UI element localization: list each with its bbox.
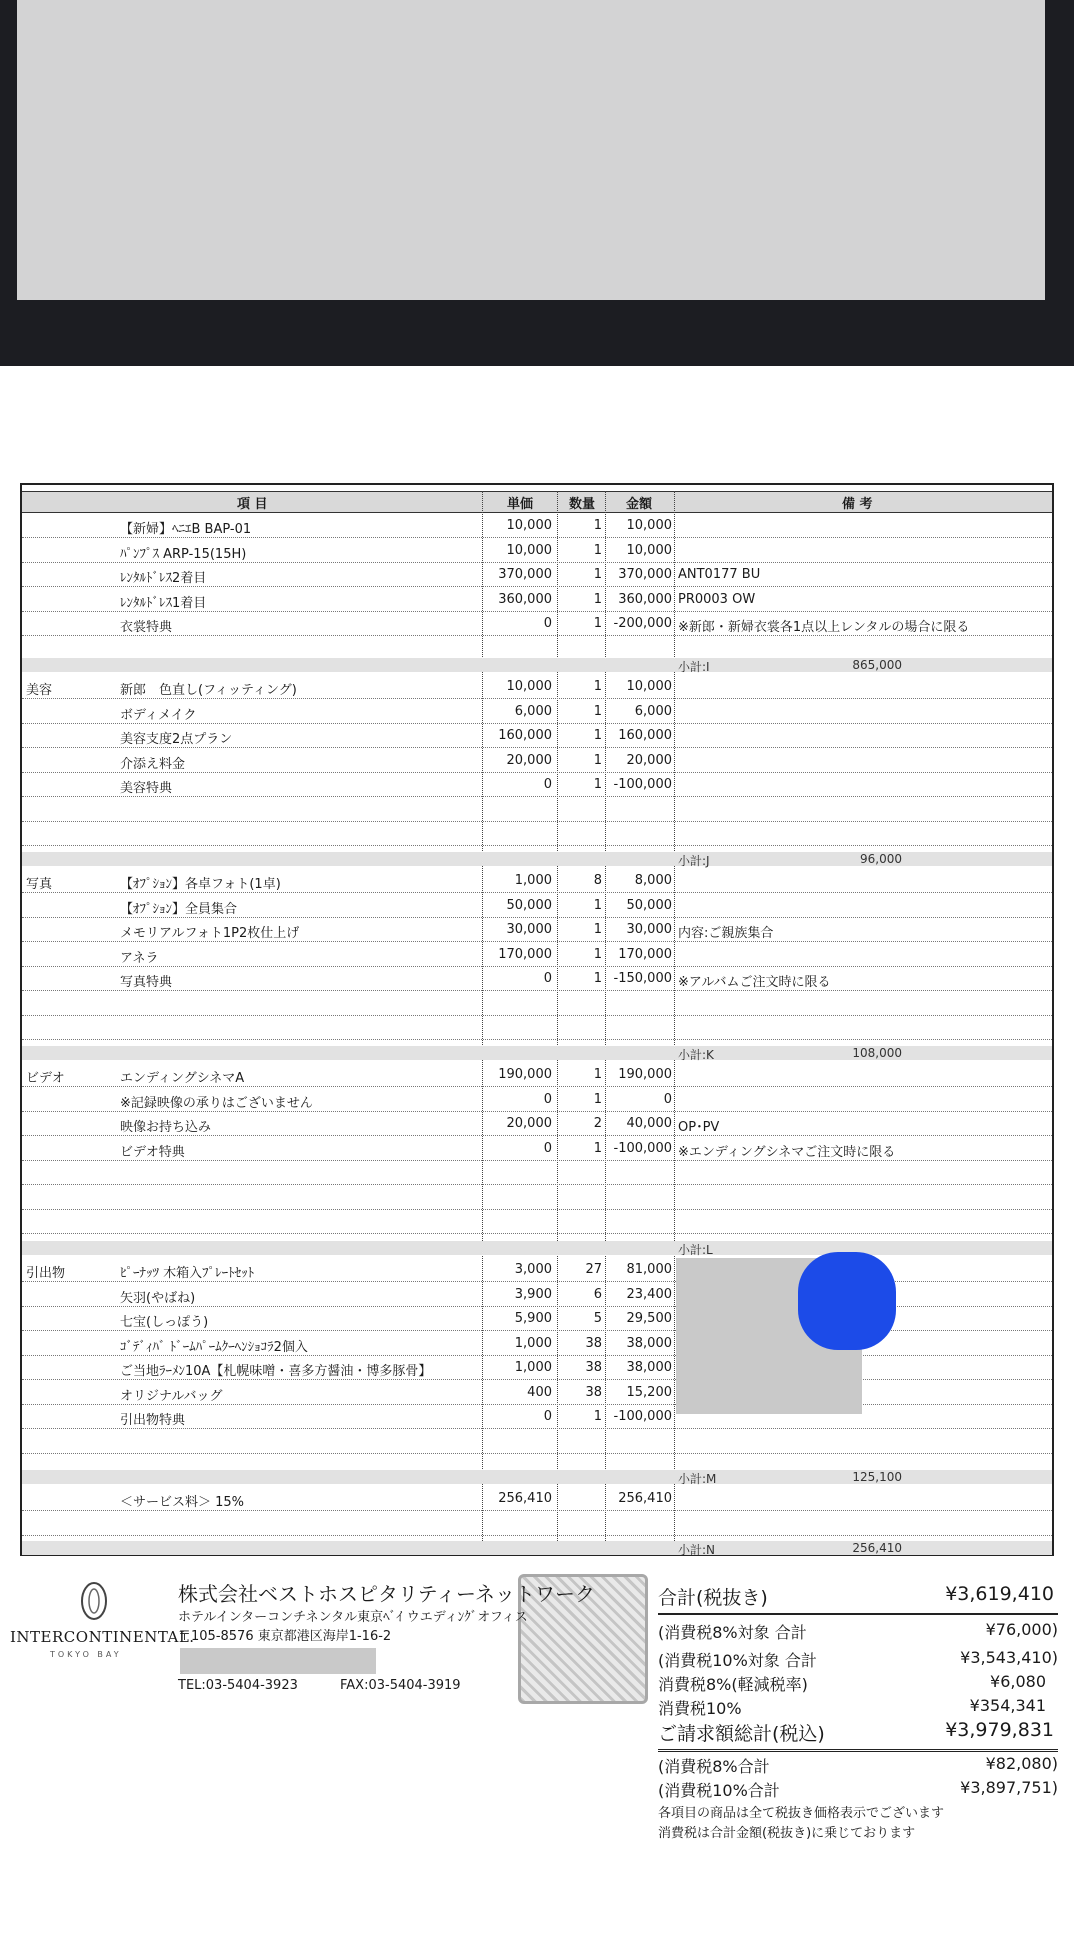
invoice-sheet [20,483,1054,1556]
row-amount: 15,200 [626,1384,672,1400]
row-item: 新郎 色直し(フィッティング) [120,683,297,698]
row-note: ※新郎・新婦衣裳各1点以上レンタルの場合に限る [678,620,970,635]
row-item: 矢羽(やばね) [120,1290,196,1306]
table-row [22,538,1052,563]
row-amount: 38,000 [626,1360,672,1375]
table-row [22,699,1052,724]
table-row [22,1111,1052,1136]
company-address: 〒105-8576 東京都港区海岸1-16-2 [178,1629,392,1644]
subtotal-row [22,1046,1052,1060]
table-row [22,748,1052,773]
row-amount: -100,000 [613,777,672,792]
subtotal-label: 小計:M [678,1472,717,1486]
section-category: 引出物 [26,1266,66,1281]
row-unit-price: 0 [543,1409,552,1424]
subtotal-value: 108,000 [852,1046,902,1060]
row-quantity: 1 [593,567,602,582]
row-item: 美容特典 [120,781,173,796]
row-item: ｺﾞﾃﾞｨﾊﾞ ﾄﾞｰﾑﾊﾟｰﾑｸｰﾍﾝｼｮｺﾗ2個入 [120,1339,308,1355]
row-note: ※アルバムご注文時に限る [678,975,831,990]
row-quantity: 38 [585,1335,602,1351]
empty-table-row [22,1209,1052,1234]
subtotal-value: 865,000 [852,658,902,672]
row-amount: -200,000 [613,616,672,631]
empty-table-row [22,1185,1052,1210]
subtotal-row [22,1541,1052,1555]
row-amount: -100,000 [613,1140,672,1156]
table-row [22,723,1052,748]
company-fax: FAX:03-5404-3919 [340,1678,461,1693]
table-row [22,1087,1052,1112]
table-row [22,562,1052,587]
table-row [22,966,1052,991]
row-quantity: 38 [585,1360,602,1375]
row-item: 七宝(しっぽう) [120,1315,209,1330]
row-amount: 6,000 [634,703,672,719]
row-unit-price: 0 [543,1091,552,1107]
row-item: 衣裳特典 [120,620,173,635]
table-row [22,587,1052,612]
row-unit-price: 190,000 [498,1067,552,1082]
row-note: PR0003 OW [678,591,756,607]
subtotal-label: 小計:I [678,660,710,674]
header-amount: 金額 [626,497,653,512]
row-amount: 40,000 [626,1116,672,1131]
row-quantity: 1 [593,777,602,792]
table-row [22,868,1052,893]
row-quantity: 1 [593,971,602,986]
row-amount: 50,000 [626,897,672,913]
redacted-contact [180,1648,376,1674]
row-amount: 360,000 [618,591,672,607]
row-amount: 29,500 [626,1311,672,1326]
row-unit-price: 1,000 [514,873,552,888]
header-note: 備 考 [842,497,873,512]
subtotal-row [22,852,1052,866]
row-item: ボディメイク [120,707,197,723]
subtotal-label: 小計:J [678,854,710,868]
grand-total: ご請求額総計(税込) ¥3,979,831 [658,1719,1058,1752]
row-amount: 38,000 [626,1335,672,1351]
table-row [22,1062,1052,1087]
table-row [22,893,1052,918]
row-unit-price: 10,000 [506,518,552,533]
row-quantity: 1 [593,1067,602,1082]
row-unit-price: 400 [527,1384,552,1400]
row-unit-price: 20,000 [506,752,552,768]
row-unit-price: 160,000 [498,728,552,743]
table-row [22,1136,1052,1161]
subtotal-row [22,658,1052,672]
row-unit-price: 256,410 [498,1491,552,1506]
row-item: 引出物特典 [120,1413,186,1428]
row-item: ビデオ特典 [120,1144,185,1160]
row-unit-price: 370,000 [498,567,552,582]
row-item: ﾊﾟﾝﾌﾟｽ ARP-15(15H) [120,546,247,562]
logo-text: INTERCONTINENTAL. [10,1628,195,1646]
table-row [22,1404,1052,1429]
intercontinental-logo-icon [78,1580,110,1622]
row-quantity: 6 [593,1286,602,1302]
table-header [22,491,1052,513]
header-item: 項 目 [237,497,268,512]
section-category: ビデオ [26,1071,65,1086]
empty-table-row [22,1429,1052,1454]
row-quantity: 1 [593,616,602,631]
table-row [22,1380,1052,1405]
empty-table-row [22,797,1052,822]
row-amount: 10,000 [626,542,672,558]
row-unit-price: 10,000 [506,542,552,558]
row-amount: 81,000 [626,1262,672,1277]
row-quantity: 1 [593,1140,602,1156]
row-item: 美容支度2点プラン [120,732,233,747]
table-row [22,1331,1052,1356]
row-unit-price: 6,000 [514,703,552,719]
row-amount: 10,000 [626,518,672,533]
table-row [22,1486,1052,1511]
table-row [22,674,1052,699]
row-amount: -100,000 [613,1409,672,1424]
row-amount: 170,000 [618,946,672,962]
row-quantity: 1 [593,1091,602,1107]
row-item: 映像お持ち込み [120,1120,212,1135]
table-row [22,1306,1052,1331]
tax-note-1: 各項目の商品は全て税抜き価格表示でございます [658,1806,945,1821]
subtotal-label: 小計:K [678,1048,714,1062]
table-row [22,611,1052,636]
row-amount: 10,000 [626,679,672,694]
row-unit-price: 3,900 [514,1286,552,1302]
row-unit-price: 0 [543,971,552,986]
row-item: ﾋﾟｰﾅｯﾂ 木箱入ﾌﾟﾚｰﾄｾｯﾄ [120,1266,255,1281]
row-note: ※エンディングシネマご注文時に限る [678,1144,896,1160]
row-item: 写真特典 [120,975,173,990]
header-unit: 単価 [507,497,534,512]
row-quantity: 5 [593,1311,602,1326]
table-row [22,1282,1052,1307]
row-unit-price: 360,000 [498,591,552,607]
row-amount: 23,400 [626,1286,672,1302]
row-note: OP･PV [678,1120,720,1135]
blue-redaction-mark [798,1252,896,1350]
table-row [22,513,1052,538]
header-qty: 数量 [569,497,596,512]
row-quantity: 1 [593,728,602,743]
row-amount: 256,410 [618,1491,672,1506]
row-quantity: 2 [593,1116,602,1131]
row-unit-price: 20,000 [506,1116,552,1131]
logo-subtext: TOKYO BAY [50,1650,122,1659]
tax-note-2: 消費税は合計金額(税抜き)に乗じております [658,1826,916,1841]
row-amount: -150,000 [613,971,672,986]
redacted-top-area [17,0,1045,300]
row-unit-price: 30,000 [506,922,552,937]
subtotal-label: 小計:N [678,1543,716,1557]
row-item: ﾚﾝﾀﾙﾄﾞﾚｽ2着目 [120,571,207,586]
row-quantity: 1 [593,703,602,719]
row-unit-price: 3,000 [514,1262,552,1277]
row-amount: 160,000 [618,728,672,743]
subtotal-value: 256,410 [852,1541,902,1555]
empty-table-row [22,1160,1052,1185]
row-amount: 370,000 [618,567,672,582]
empty-table-row [22,1015,1052,1040]
section-category: 美容 [26,683,53,698]
row-amount: 8,000 [634,873,672,888]
row-item: アネラ [120,950,159,966]
table-row [22,1355,1052,1380]
row-unit-price: 0 [543,1140,552,1156]
row-unit-price: 1,000 [514,1335,552,1351]
row-note: ANT0177 BU [678,567,761,582]
empty-table-row [22,991,1052,1016]
company-tel: TEL:03-5404-3923 [178,1678,298,1693]
row-unit-price: 50,000 [506,897,552,913]
row-quantity: 1 [593,752,602,768]
subtotal-row [22,1241,1052,1255]
row-item: メモリアルフォト1P2枚仕上げ [120,926,300,941]
row-item: 介添え料金 [120,756,186,772]
row-quantity: 38 [585,1384,602,1400]
row-quantity: 1 [593,922,602,937]
row-unit-price: 1,000 [514,1360,552,1375]
row-item: 【ｵﾌﾟｼｮﾝ】各卓フォト(1卓) [120,877,281,892]
empty-table-row [22,1511,1052,1536]
row-quantity: 1 [593,897,602,913]
total-excl-tax: 合計(税抜き) ¥3,619,410 [658,1583,1058,1615]
row-quantity: 1 [593,946,602,962]
table-row [22,1257,1052,1282]
row-amount: 20,000 [626,752,672,768]
row-item: 【新婦】ﾍﾆｴB BAP-01 [120,522,252,537]
row-quantity: 1 [593,591,602,607]
row-quantity: 1 [593,542,602,558]
row-quantity: 8 [593,873,602,888]
row-item: ご当地ﾗｰﾒﾝ10A【札幌味噌・喜多方醤油・博多豚骨】 [120,1364,432,1379]
row-item: 【ｵﾌﾟｼｮﾝ】全員集合 [120,901,238,917]
row-item: ※記録映像の承りはございません [120,1095,313,1111]
row-item: オリジナルバッグ [120,1388,223,1404]
row-quantity: 27 [585,1262,602,1277]
row-item: ＜サービス料＞ 15% [120,1495,245,1510]
section-category: 写真 [26,877,53,892]
company-name: 株式会社ベストホスピタリティーネットワーク [178,1582,595,1606]
row-note: 内容:ご親族集合 [678,926,774,941]
row-amount: 190,000 [618,1067,672,1082]
company-office: ホテルインターコンチネンタル東京ﾍﾞｲ ウエディﾝｸﾞオフィス [178,1610,528,1625]
subtotal-value: 96,000 [860,852,902,866]
row-unit-price: 5,900 [514,1311,552,1326]
row-item: エンディングシネマA [120,1071,245,1086]
row-item: ﾚﾝﾀﾙﾄﾞﾚｽ1着目 [120,595,207,611]
row-amount: 30,000 [626,922,672,937]
row-unit-price: 0 [543,777,552,792]
subtotal-label: 小計:L [678,1243,713,1257]
row-amount: 0 [663,1091,672,1107]
subtotal-value: 125,100 [852,1470,902,1484]
table-row [22,942,1052,967]
row-unit-price: 0 [543,616,552,631]
row-quantity: 1 [593,679,602,694]
table-row [22,917,1052,942]
table-row [22,772,1052,797]
subtotal-row [22,1470,1052,1484]
empty-table-row [22,821,1052,846]
row-unit-price: 10,000 [506,679,552,694]
row-unit-price: 170,000 [498,946,552,962]
row-quantity: 1 [593,518,602,533]
row-quantity: 1 [593,1409,602,1424]
